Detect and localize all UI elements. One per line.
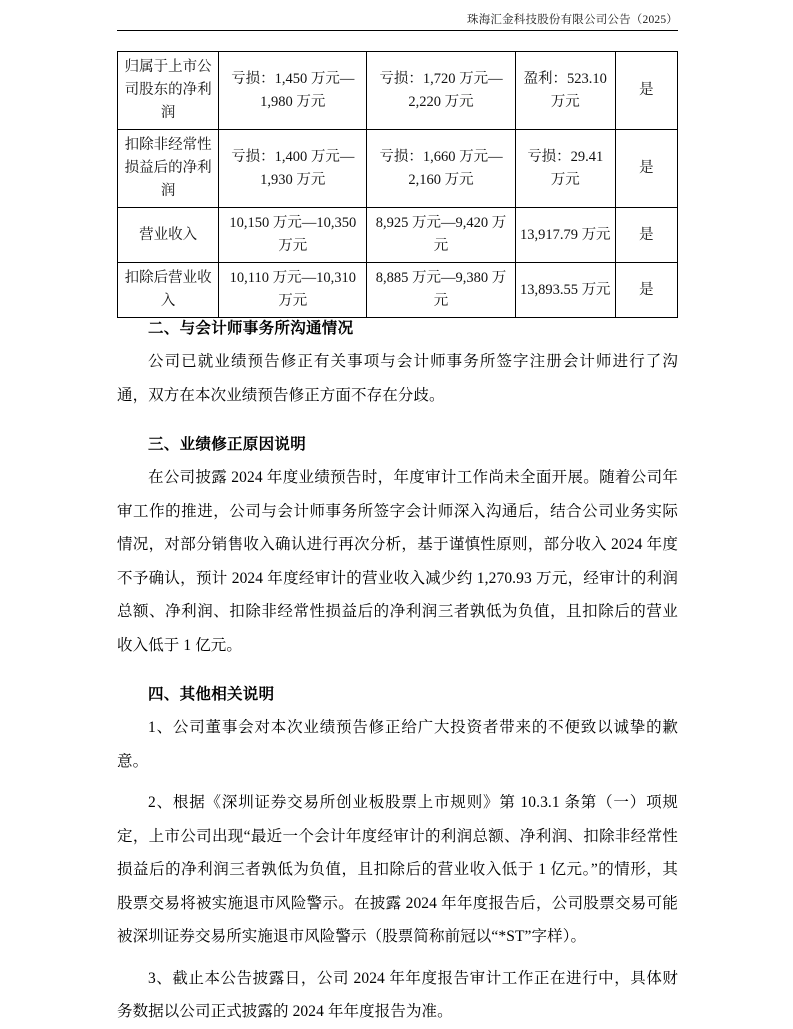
table-cell-item [118, 263, 219, 318]
table-cell-revised [219, 263, 367, 318]
table-row [118, 52, 678, 130]
cell-text: 是 [639, 160, 654, 176]
cell-text: 13,917.79 万元 [519, 226, 611, 243]
table-cell-prior [515, 263, 615, 318]
table-cell-revised [219, 130, 367, 208]
section-heading-three: 三、业绩修正原因说明 [148, 436, 307, 453]
cell-text: 8,925 万元—9,420 万元 [375, 215, 507, 254]
cell-text: 10,110 万元—10,310 万元 [229, 270, 356, 309]
table-row [118, 208, 678, 263]
cell-text: 是 [639, 281, 654, 298]
cell-text: 亏损：1,660 万元—2,160 万元 [379, 148, 503, 188]
cell-text: 10,150 万元—10,350 万元 [229, 215, 357, 254]
cell-text: 扣除后营业收入 [124, 270, 212, 309]
spacer [117, 778, 678, 786]
cell-text: 13,893.55 万元 [519, 281, 611, 298]
table-cell-prior [515, 130, 615, 208]
cell-text: 扣除非经常性损益后的净利润 [124, 137, 212, 199]
cell-text: 归属于上市公司股东的净利润 [124, 59, 212, 121]
cell-text: 8,885 万元—9,380 万元 [375, 270, 507, 309]
cell-text: 亏损：1,400 万元—1,930 万元 [231, 148, 355, 188]
table-cell-original [367, 208, 515, 263]
cell-text: 亏损：1,720 万元—2,220 万元 [379, 70, 503, 110]
table-cell-flag [615, 263, 677, 318]
section-four-item-3: 3、截止本公告披露日，公司 2024 年年度报告审计工作正在进行中，具体财务数据以公司正式披露的 2024 年年度报告为准。 [117, 969, 678, 1020]
table-cell-prior [515, 52, 615, 130]
document-body [117, 312, 678, 1029]
table-cell-revised [219, 208, 367, 263]
table-cell-original [367, 263, 515, 318]
spacer [117, 954, 678, 962]
cell-text: 亏损：29.41 万元 [527, 148, 604, 188]
spacer [117, 412, 678, 428]
table-cell-flag [615, 130, 677, 208]
table-cell-flag [615, 52, 677, 130]
section-four-item-2: 2、根据《深圳证券交易所创业板股票上市规则》第 10.3.1 条第（一）项规定，上市公司出现“最近一个会计年度经审计的利润总额、净利润、扣除非经常性损益后的净利润三者孰低为负值，且扣除后的营业收入低于 1 亿元。”的情形，其股票交易将被实施退市风险警示。在披露 2024 年年度报告后，公司股票交易可能被深圳证券交易所实施退市风险警示（股票简称前冠以“*ST”字样）。 [117, 794, 678, 945]
table-cell-flag [615, 208, 677, 263]
cell-text: 是 [639, 226, 654, 243]
table-cell-item [118, 130, 219, 208]
running-header: 珠海汇金科技股份有限公司公告（2025） [467, 14, 678, 26]
table-cell-prior [515, 208, 615, 263]
table-cell-item [118, 52, 219, 130]
section-heading-two: 二、与会计师事务所沟通情况 [148, 320, 354, 337]
table-row [118, 130, 678, 208]
table-cell-original [367, 52, 515, 130]
cell-text: 盈利：523.10 万元 [523, 70, 607, 110]
cell-text: 营业收入 [139, 226, 198, 243]
cell-text: 是 [639, 82, 654, 98]
table-cell-original [367, 130, 515, 208]
performance-forecast-revision-table [117, 51, 678, 318]
section-four-item-1: 1、公司董事会对本次业绩预告修正给广大投资者带来的不便致以诚挚的歉意。 [117, 719, 678, 770]
table-cell-revised [219, 52, 367, 130]
header-divider-rule [117, 30, 678, 31]
section-two-paragraph: 公司已就业绩预告修正有关事项与会计师事务所签字注册会计师进行了沟通，双方在本次业绩预告修正方面不存在分歧。 [117, 353, 678, 404]
section-heading-four: 四、其他相关说明 [148, 686, 275, 703]
cell-text: 亏损：1,450 万元—1,980 万元 [231, 70, 355, 110]
spacer [117, 662, 678, 678]
table-cell-item [118, 208, 219, 263]
table-row [118, 263, 678, 318]
section-three-paragraph: 在公司披露 2024 年度业绩预告时，年度审计工作尚未全面开展。随着公司年审工作的推进，公司与会计师事务所签字会计师深入沟通后，结合公司业务实际情况，对部分销售收入确认进行再次分析，基于谨慎性原则，部分收入 2024 年度不予确认，预计 2024 年度经审计的营业收入减少约 1,270.93 万元，经审计的利润总额、净利润、扣除非经常性损益后的净利润三者孰低为负值，且扣除后的营业收入低于 1 亿元。 [117, 469, 678, 654]
